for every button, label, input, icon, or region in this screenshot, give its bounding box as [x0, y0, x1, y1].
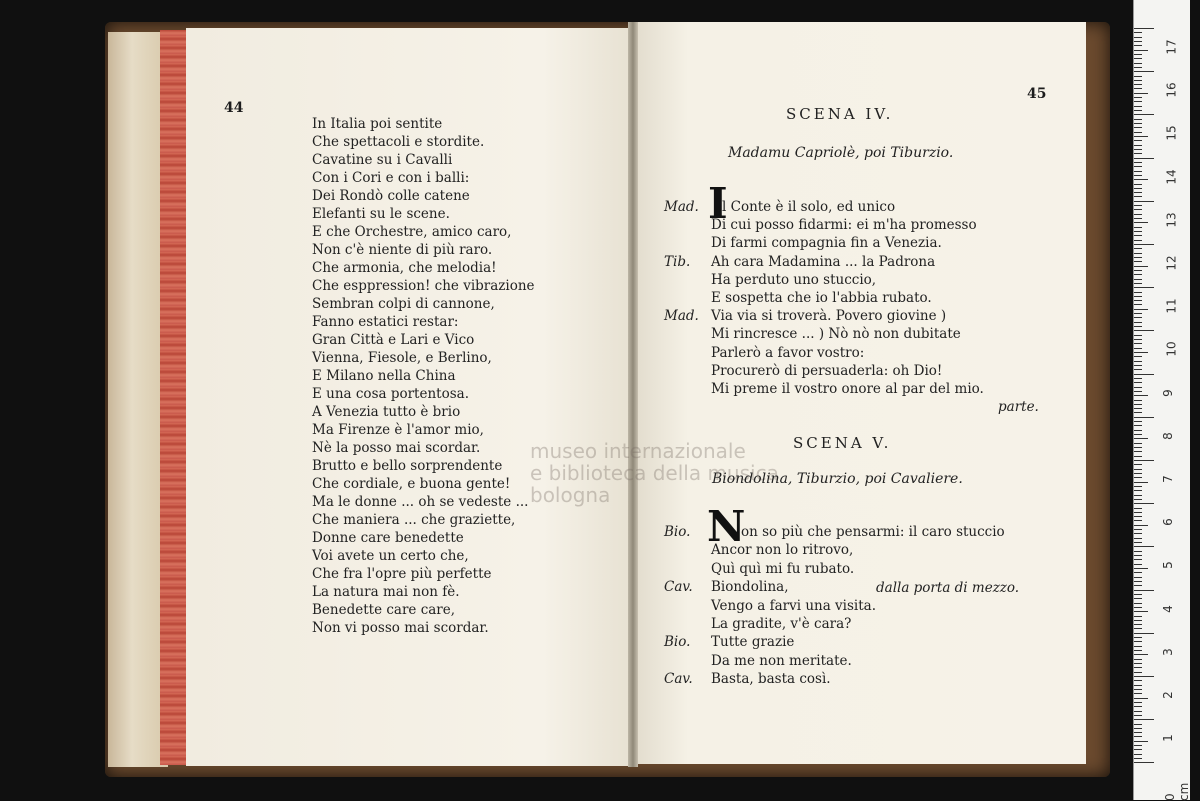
- ruler-tick: [1134, 654, 1148, 655]
- poem-line: Che esppression! che vibrazione: [312, 278, 535, 294]
- ruler-tick: [1134, 114, 1154, 115]
- ruler-tick: [1134, 417, 1154, 418]
- ruler-tick: [1134, 529, 1142, 530]
- ruler-tick: [1134, 749, 1142, 750]
- poem-line: Ma Firenze è l'amor mio,: [312, 422, 484, 438]
- poem-line: Non vi posso mai scordar.: [312, 620, 489, 636]
- ruler-tick: [1134, 719, 1154, 720]
- ruler-tick: [1134, 542, 1142, 543]
- ruler-tick: [1134, 339, 1142, 340]
- ruler-tick: [1134, 387, 1142, 388]
- ruler-tick: [1134, 335, 1142, 336]
- dialog-line: E sospetta che io l'abbia rubato.: [711, 290, 932, 306]
- ruler-tick: [1134, 50, 1148, 51]
- ruler-tick: [1134, 317, 1142, 318]
- ruler-tick: [1134, 451, 1142, 452]
- ruler-tick: [1134, 248, 1142, 249]
- ruler-tick: [1134, 495, 1142, 496]
- dialog-line: Ancor non lo ritrovo,: [711, 542, 854, 559]
- ruler-tick: [1134, 650, 1142, 651]
- ruler-tick: [1134, 607, 1142, 608]
- ruler-tick: [1134, 585, 1142, 586]
- ruler-tick: [1134, 736, 1142, 737]
- ruler-tick: [1134, 235, 1142, 236]
- ruler-tick: [1134, 533, 1142, 534]
- ruler-number: 13: [1164, 212, 1179, 228]
- ruler-tick: [1134, 106, 1142, 107]
- ruler-tick: [1134, 171, 1142, 172]
- ruler-tick: [1134, 659, 1142, 660]
- ruler-tick: [1134, 482, 1148, 483]
- ruler-tick: [1134, 244, 1154, 245]
- poem-line: Fanno estatici restar:: [312, 314, 459, 330]
- poem-line: Che maniera ... che graziette,: [312, 512, 516, 528]
- ruler-tick: [1134, 624, 1142, 625]
- ruler-tick: [1134, 153, 1142, 154]
- ruler-tick: [1134, 145, 1142, 146]
- ruler-number: 5: [1160, 561, 1175, 570]
- ruler-tick: [1134, 378, 1142, 379]
- ruler-number: 8: [1160, 431, 1175, 440]
- ruler-tick: [1134, 633, 1154, 634]
- ruler-tick: [1134, 603, 1142, 604]
- ruler-tick: [1134, 693, 1142, 694]
- ruler-tick: [1134, 127, 1142, 128]
- ruler-number: 4: [1160, 604, 1175, 613]
- dialog-line: Ah cara Madamina ... la Padrona: [711, 253, 936, 270]
- scene4-exit: parte.: [998, 399, 1039, 415]
- speaker-label: Mad.: [664, 199, 699, 215]
- ruler-tick: [1134, 175, 1142, 176]
- ruler-tick: [1134, 71, 1154, 72]
- ruler-tick: [1134, 758, 1142, 759]
- ruler-tick: [1134, 119, 1142, 120]
- ruler-tick: [1134, 525, 1148, 526]
- ruler-tick: [1134, 698, 1148, 699]
- ruler-tick: [1134, 555, 1142, 556]
- ruler-tick: [1134, 179, 1148, 180]
- ruler-tick: [1134, 667, 1142, 668]
- ruler-tick: [1134, 227, 1142, 228]
- dialog-line: Di cui posso fidarmi: ei m'ha promesso: [711, 217, 977, 234]
- ruler-tick: [1134, 28, 1154, 29]
- ruler-tick: [1134, 568, 1148, 569]
- ruler-tick: [1134, 292, 1142, 293]
- ruler-tick: [1134, 473, 1142, 474]
- poem-line: Elefanti su le scene.: [312, 206, 450, 222]
- ruler-tick: [1134, 80, 1142, 81]
- ruler-tick: [1134, 391, 1142, 392]
- ruler-number: 7: [1160, 475, 1175, 483]
- ruler-tick: [1134, 41, 1142, 42]
- ruler-tick: [1134, 711, 1142, 712]
- poem-line: E Milano nella China: [312, 368, 456, 384]
- ruler-tick: [1134, 93, 1148, 94]
- ruler-number: 11: [1164, 298, 1179, 314]
- ruler-tick: [1134, 218, 1142, 219]
- ruler-number: 17: [1164, 39, 1179, 55]
- ruler-tick: [1134, 326, 1142, 327]
- ruler-tick: [1134, 184, 1142, 185]
- dialog-line: Ha perduto uno stuccio,: [711, 271, 877, 288]
- ruler-tick: [1134, 382, 1142, 383]
- ruler-number: 15: [1164, 125, 1179, 142]
- ruler-tick: [1134, 266, 1148, 267]
- scene4-title: SCENA IV.: [786, 105, 894, 123]
- ruler-tick: [1134, 343, 1142, 344]
- ruler-tick: [1134, 205, 1142, 206]
- poem-line: Sembran colpi di cannone,: [312, 296, 495, 312]
- ruler-tick: [1134, 762, 1154, 763]
- ruler-tick: [1134, 37, 1142, 38]
- ruler-tick: [1134, 54, 1142, 55]
- ruler-tick: [1134, 192, 1142, 193]
- watermark-line1: museo internazionale: [530, 439, 746, 463]
- ruler-tick: [1134, 162, 1142, 163]
- ruler-number: 16: [1164, 82, 1179, 98]
- poem-line: Gran Città e Lari e Vico: [312, 332, 475, 348]
- ruler-tick: [1134, 365, 1142, 366]
- ruler-tick: [1134, 490, 1142, 491]
- ruler-tick: [1134, 45, 1142, 46]
- ruler-tick: [1134, 516, 1142, 517]
- ruler-tick: [1134, 140, 1142, 141]
- poem-line: Ma le donne ... oh se vedeste ...: [312, 494, 529, 510]
- ruler-number: 10: [1164, 341, 1179, 358]
- scene5-dropcap: N: [707, 502, 746, 551]
- poem-line: Con i Cori e con i balli:: [312, 170, 470, 186]
- ruler-tick: [1134, 443, 1142, 444]
- right-page-number: 45: [1027, 86, 1047, 102]
- ruler-tick: [1134, 132, 1142, 133]
- ruler-tick: [1134, 706, 1142, 707]
- ruler-tick: [1134, 404, 1142, 405]
- ruler-tick: [1134, 508, 1142, 509]
- ruler-tick: [1134, 270, 1142, 271]
- left-page-number: 44: [224, 100, 244, 116]
- ruler-tick: [1134, 32, 1142, 33]
- dialog-line: l Conte è il solo, ed unico: [722, 199, 896, 215]
- ruler-number: 3: [1160, 647, 1175, 656]
- ruler-tick: [1134, 88, 1142, 89]
- ruler-number: 2: [1160, 691, 1175, 699]
- scene4-dropcap: I: [708, 179, 728, 228]
- poem-line: In Italia poi sentite: [312, 116, 443, 132]
- ruler-tick: [1134, 456, 1142, 457]
- poem-line: Nè la posso mai scordar.: [312, 440, 481, 456]
- dialog-line: Parlerò a favor vostro:: [711, 344, 865, 361]
- ruler-tick: [1134, 577, 1142, 578]
- ruler-tick: [1134, 309, 1148, 310]
- poem-line: E una cosa portentosa.: [312, 386, 469, 402]
- ruler-tick: [1134, 646, 1142, 647]
- ruler-tick: [1134, 503, 1154, 504]
- dialog-line: Via via si troverà. Povero giovine ): [711, 308, 947, 325]
- dialog-line: Procurerò di persuaderla: oh Dio!: [711, 362, 943, 379]
- ruler-tick: [1134, 97, 1142, 98]
- ruler-tick: [1134, 564, 1142, 565]
- ruler-tick: [1134, 300, 1142, 301]
- dialog-line: Mi preme il vostro onore al par del mio.: [711, 381, 984, 397]
- scene5-cast: Biondolina, Tiburzio, poi Cavaliere.: [712, 471, 963, 487]
- ruler-tick: [1134, 637, 1142, 638]
- page-edge-strip: [108, 32, 168, 767]
- ruler-tick: [1134, 287, 1154, 288]
- ruler-number: 9: [1160, 388, 1175, 397]
- ruler-tick: [1134, 689, 1142, 690]
- ruler-tick: [1134, 477, 1142, 478]
- scene4-cast: Madamu Capriolè, poi Tiburzio.: [728, 145, 954, 161]
- watermark-line2: e biblioteca della musica: [530, 461, 779, 485]
- ruler-tick: [1134, 581, 1142, 582]
- ruler-tick: [1134, 369, 1142, 370]
- ruler-tick: [1134, 63, 1142, 64]
- ruler-tick: [1134, 572, 1142, 573]
- ruler-tick: [1134, 620, 1142, 621]
- ruler-tick: [1134, 166, 1142, 167]
- ruler-tick: [1134, 724, 1142, 725]
- ruler-tick: [1134, 672, 1142, 673]
- ruler-tick: [1134, 728, 1142, 729]
- ruler-tick: [1134, 590, 1154, 591]
- ruler-tick: [1134, 434, 1142, 435]
- poem-line: Voi avete un certo che,: [312, 548, 469, 564]
- ruler-tick: [1134, 313, 1142, 314]
- dialog-line: Basta, basta così.: [711, 671, 831, 688]
- ruler-tick: [1134, 58, 1142, 59]
- ruler-tick: [1134, 676, 1154, 677]
- ruler-tick: [1134, 732, 1142, 733]
- ruler-tick: [1134, 101, 1142, 102]
- dialog-line: Di farmi compagnia fin a Venezia.: [711, 235, 942, 252]
- ruler-tick: [1134, 538, 1142, 539]
- ruler-tick: [1134, 412, 1142, 413]
- speaker-label: Cav.: [664, 579, 693, 596]
- ruler-number: 12: [1164, 255, 1179, 271]
- ruler-tick: [1134, 222, 1148, 223]
- ruler-tick: [1134, 196, 1142, 197]
- ruler-tick: [1134, 149, 1142, 150]
- ruler-tick: [1134, 209, 1142, 210]
- ruler-tick: [1134, 408, 1142, 409]
- poem-line: Dei Rondò colle catene: [312, 188, 470, 204]
- scene5-stage-direction: dalla porta di mezzo.: [876, 580, 1020, 596]
- ruler-tick: [1134, 352, 1148, 353]
- speaker-label: Bio.: [664, 524, 691, 540]
- ruler-tick: [1134, 641, 1142, 642]
- dialog-line: Tutte grazie: [711, 634, 795, 651]
- ruler-tick: [1134, 546, 1154, 547]
- ruler-tick: [1134, 330, 1154, 331]
- ruler-number: 14: [1164, 168, 1179, 185]
- ruler-tick: [1134, 201, 1154, 202]
- ruler-tick: [1134, 512, 1142, 513]
- watermark-line3: bologna: [530, 483, 611, 507]
- red-edge-band: [160, 30, 188, 765]
- ruler-tick: [1134, 499, 1142, 500]
- ruler-tick: [1134, 680, 1142, 681]
- ruler-tick: [1134, 123, 1142, 124]
- ruler-tick: [1134, 685, 1142, 686]
- ruler-tick: [1134, 67, 1142, 68]
- ruler-tick: [1134, 745, 1142, 746]
- ruler-tick: [1134, 611, 1148, 612]
- ruler-tick: [1134, 374, 1154, 375]
- ruler-tick: [1134, 628, 1142, 629]
- ruler-tick: [1134, 214, 1142, 215]
- ruler-tick: [1134, 741, 1148, 742]
- ruler-tick: [1134, 425, 1142, 426]
- ruler-tick: [1134, 551, 1142, 552]
- poem-line: Non c'è niente di più raro.: [312, 242, 493, 258]
- ruler-tick: [1134, 231, 1142, 232]
- ruler-tick: [1134, 356, 1142, 357]
- ruler-tick: [1134, 702, 1142, 703]
- ruler-tick: [1134, 594, 1142, 595]
- poem-line: Brutto e bello sorprendente: [312, 458, 503, 474]
- dialog-line: La gradite, v'è cara?: [711, 616, 852, 632]
- ruler-tick: [1134, 464, 1142, 465]
- ruler-tick: [1134, 322, 1142, 323]
- ruler-tick: [1134, 84, 1142, 85]
- ruler-tick: [1134, 395, 1148, 396]
- ruler-tick: [1134, 304, 1142, 305]
- ruler-tick: [1134, 430, 1142, 431]
- ruler-tick: [1134, 447, 1142, 448]
- ruler-tick: [1134, 486, 1142, 487]
- poem-line: Che cordiale, e buona gente!: [312, 476, 511, 492]
- ruler-tick: [1134, 469, 1142, 470]
- ruler-tick: [1134, 240, 1142, 241]
- ruler-tick: [1134, 158, 1154, 159]
- dialog-line: Da me non meritate.: [711, 652, 852, 669]
- poem-line: Benedette care care,: [312, 602, 456, 618]
- poem-line: Che fra l'opre più perfette: [312, 566, 492, 582]
- poem-line: Che armonia, che melodia!: [312, 260, 497, 276]
- poem-line: Che spettacoli e stordite.: [312, 134, 485, 150]
- ruler-tick: [1134, 136, 1148, 137]
- ruler-tick: [1134, 188, 1142, 189]
- ruler-tick: [1134, 110, 1142, 111]
- scene5-title: SCENA V.: [793, 434, 892, 452]
- ruler-tick: [1134, 460, 1154, 461]
- speaker-label: Bio.: [664, 634, 691, 651]
- ruler-number: 0 cm: [1163, 783, 1191, 801]
- dialog-line: on so più che pensarmi: il caro stuccio: [741, 524, 1005, 540]
- poem-line: Cavatine su i Cavalli: [312, 152, 453, 168]
- book-gutter: [628, 22, 638, 767]
- ruler-tick: [1134, 598, 1142, 599]
- ruler-tick: [1134, 361, 1142, 362]
- poem-line: La natura mai non fè.: [312, 584, 460, 600]
- poem-line: Vienna, Fiesole, e Berlino,: [312, 350, 492, 366]
- poem-line: Donne care benedette: [312, 530, 464, 546]
- dialog-line: Quì quì mi fu rubato.: [711, 560, 855, 577]
- ruler-tick: [1134, 663, 1142, 664]
- measuring-ruler: [1133, 0, 1190, 800]
- ruler-tick: [1134, 279, 1142, 280]
- poem-line: A Venezia tutto è brio: [312, 404, 461, 420]
- speaker-label: Mad.: [664, 308, 699, 325]
- ruler-tick: [1134, 348, 1142, 349]
- ruler-number: 6: [1160, 518, 1175, 527]
- ruler-tick: [1134, 754, 1142, 755]
- ruler-tick: [1134, 76, 1142, 77]
- ruler-tick: [1134, 296, 1142, 297]
- ruler-tick: [1134, 559, 1142, 560]
- ruler-number: 1: [1160, 734, 1175, 743]
- ruler-tick: [1134, 715, 1142, 716]
- dialog-line: Biondolina,: [711, 579, 789, 596]
- ruler-tick: [1134, 438, 1148, 439]
- ruler-tick: [1134, 616, 1142, 617]
- ruler-tick: [1134, 421, 1142, 422]
- ruler-tick: [1134, 520, 1142, 521]
- ruler-tick: [1134, 253, 1142, 254]
- ruler-tick: [1134, 257, 1142, 258]
- dialog-line: Vengo a farvi una visita.: [711, 597, 877, 614]
- ruler-tick: [1134, 283, 1142, 284]
- poem-line: E che Orchestre, amico caro,: [312, 224, 512, 240]
- speaker-label: Cav.: [664, 671, 693, 688]
- ruler-tick: [1134, 261, 1142, 262]
- ruler-tick: [1134, 274, 1142, 275]
- dialog-line: Mi rincresce ... ) Nò nò non dubitate: [711, 326, 961, 343]
- speaker-label: Tib.: [664, 253, 691, 270]
- ruler-tick: [1134, 400, 1142, 401]
